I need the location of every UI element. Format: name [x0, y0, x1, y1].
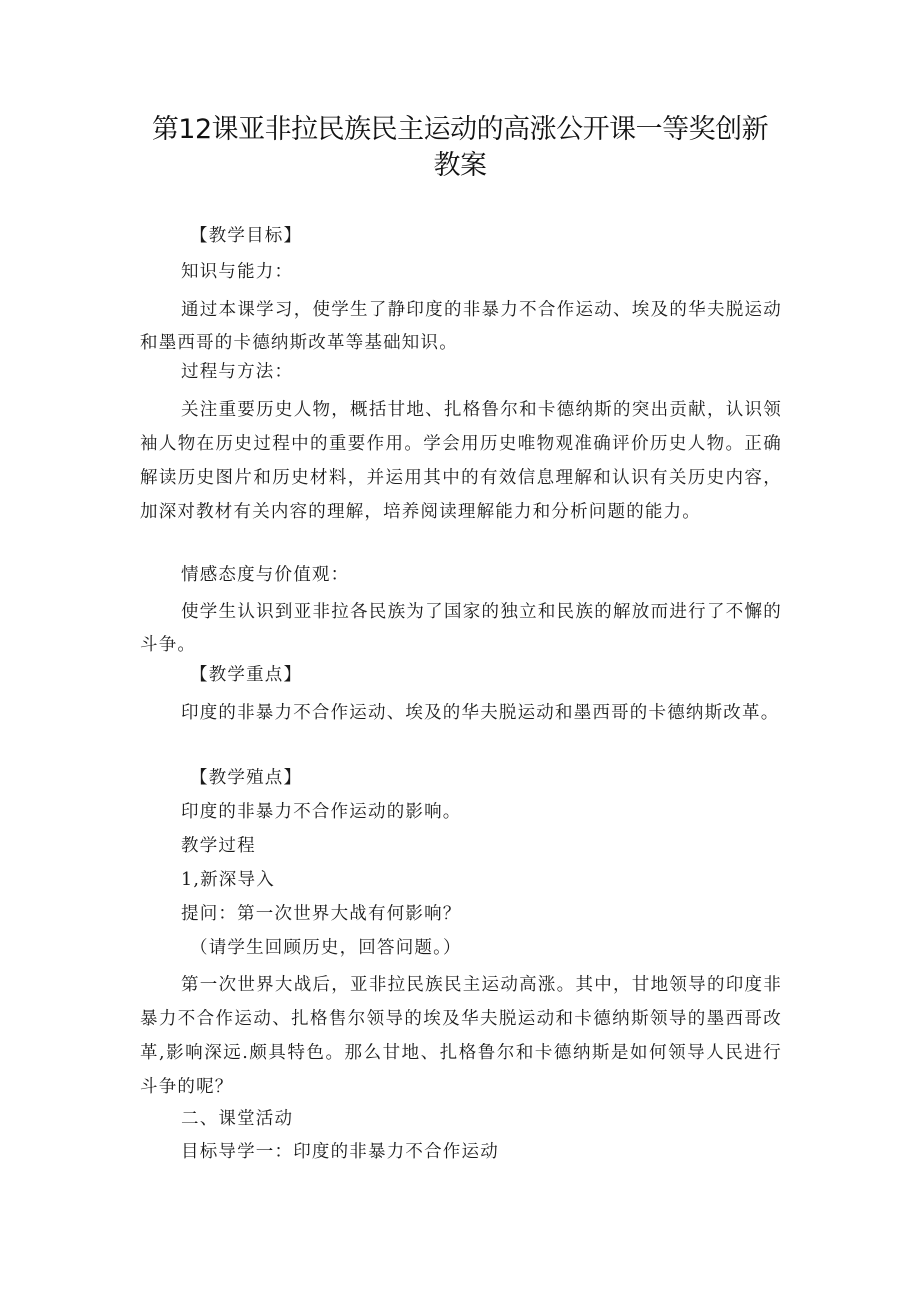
step-two-heading: 二、课堂活动 — [181, 1109, 294, 1129]
document-title: 第12课亚非拉民族民主运动的高涨公开课一等奖创新教案 — [151, 114, 769, 181]
question-line: 提问：第一次世界大战有何影响？ — [181, 904, 462, 924]
emotion-paragraph: 使学生认识到亚非拉各民族为了国家的独立和民族的解放而进行了不懈的斗争。 — [140, 602, 782, 655]
difficult-text: 印度的非暴力不合作运动的影响。 — [181, 802, 462, 822]
objectives-heading: 【教学目标】 — [190, 226, 303, 246]
knowledge-paragraph: 通过本课学习，使学生了静印度的非暴力不合作运动、埃及的华夫脱运动和墨西哥的卡德纳斯改革等基础知识。 — [140, 300, 782, 353]
goal-one-heading: 目标导学一：印度的非暴力不合作运动 — [181, 1142, 499, 1162]
knowledge-heading: 知识与能力： — [181, 262, 294, 282]
process-label: 教学过程 — [181, 836, 256, 856]
process-paragraph: 关注重要历史人物，概括甘地、扎格鲁尔和卡德纳斯的突出贡献，认识领袖人物在历史过程中的重要作用。学会用历史唯物观准确评价历史人物。正确解读历史图片和历史材料，并运用其中的有效信息理解和认识有关历史内容，加深对教材有关内容的理解，培养阅读理解能力和分析问题的能力。 — [140, 400, 782, 522]
process-heading: 过程与方法： — [181, 362, 294, 382]
emotion-heading: 情感态度与价值观： — [181, 565, 350, 585]
key-heading: 【教学重点】 — [190, 665, 303, 685]
intro-paragraph: 第一次世界大战后，亚非拉民族民主运动高涨。其中，甘地领导的印度非暴力不合作运动、扎格售尔领导的埃及华夫脱运动和卡德纳斯领导的墨西哥改革,影响深远.颇具特色。那么甘地、扎格鲁尔和卡德纳斯是如何领导人民进行斗争的呢？ — [140, 975, 782, 1097]
step-one-heading: 1,新深导入 — [181, 870, 275, 890]
prompt-line: （请学生回顾历史，回答问题。） — [190, 938, 462, 958]
difficult-heading: 【教学殖点】 — [190, 768, 303, 788]
key-paragraph: 印度的非暴力不合作运动、埃及的华夫脱运动和墨西哥的卡德纳斯改革。 — [181, 703, 780, 723]
